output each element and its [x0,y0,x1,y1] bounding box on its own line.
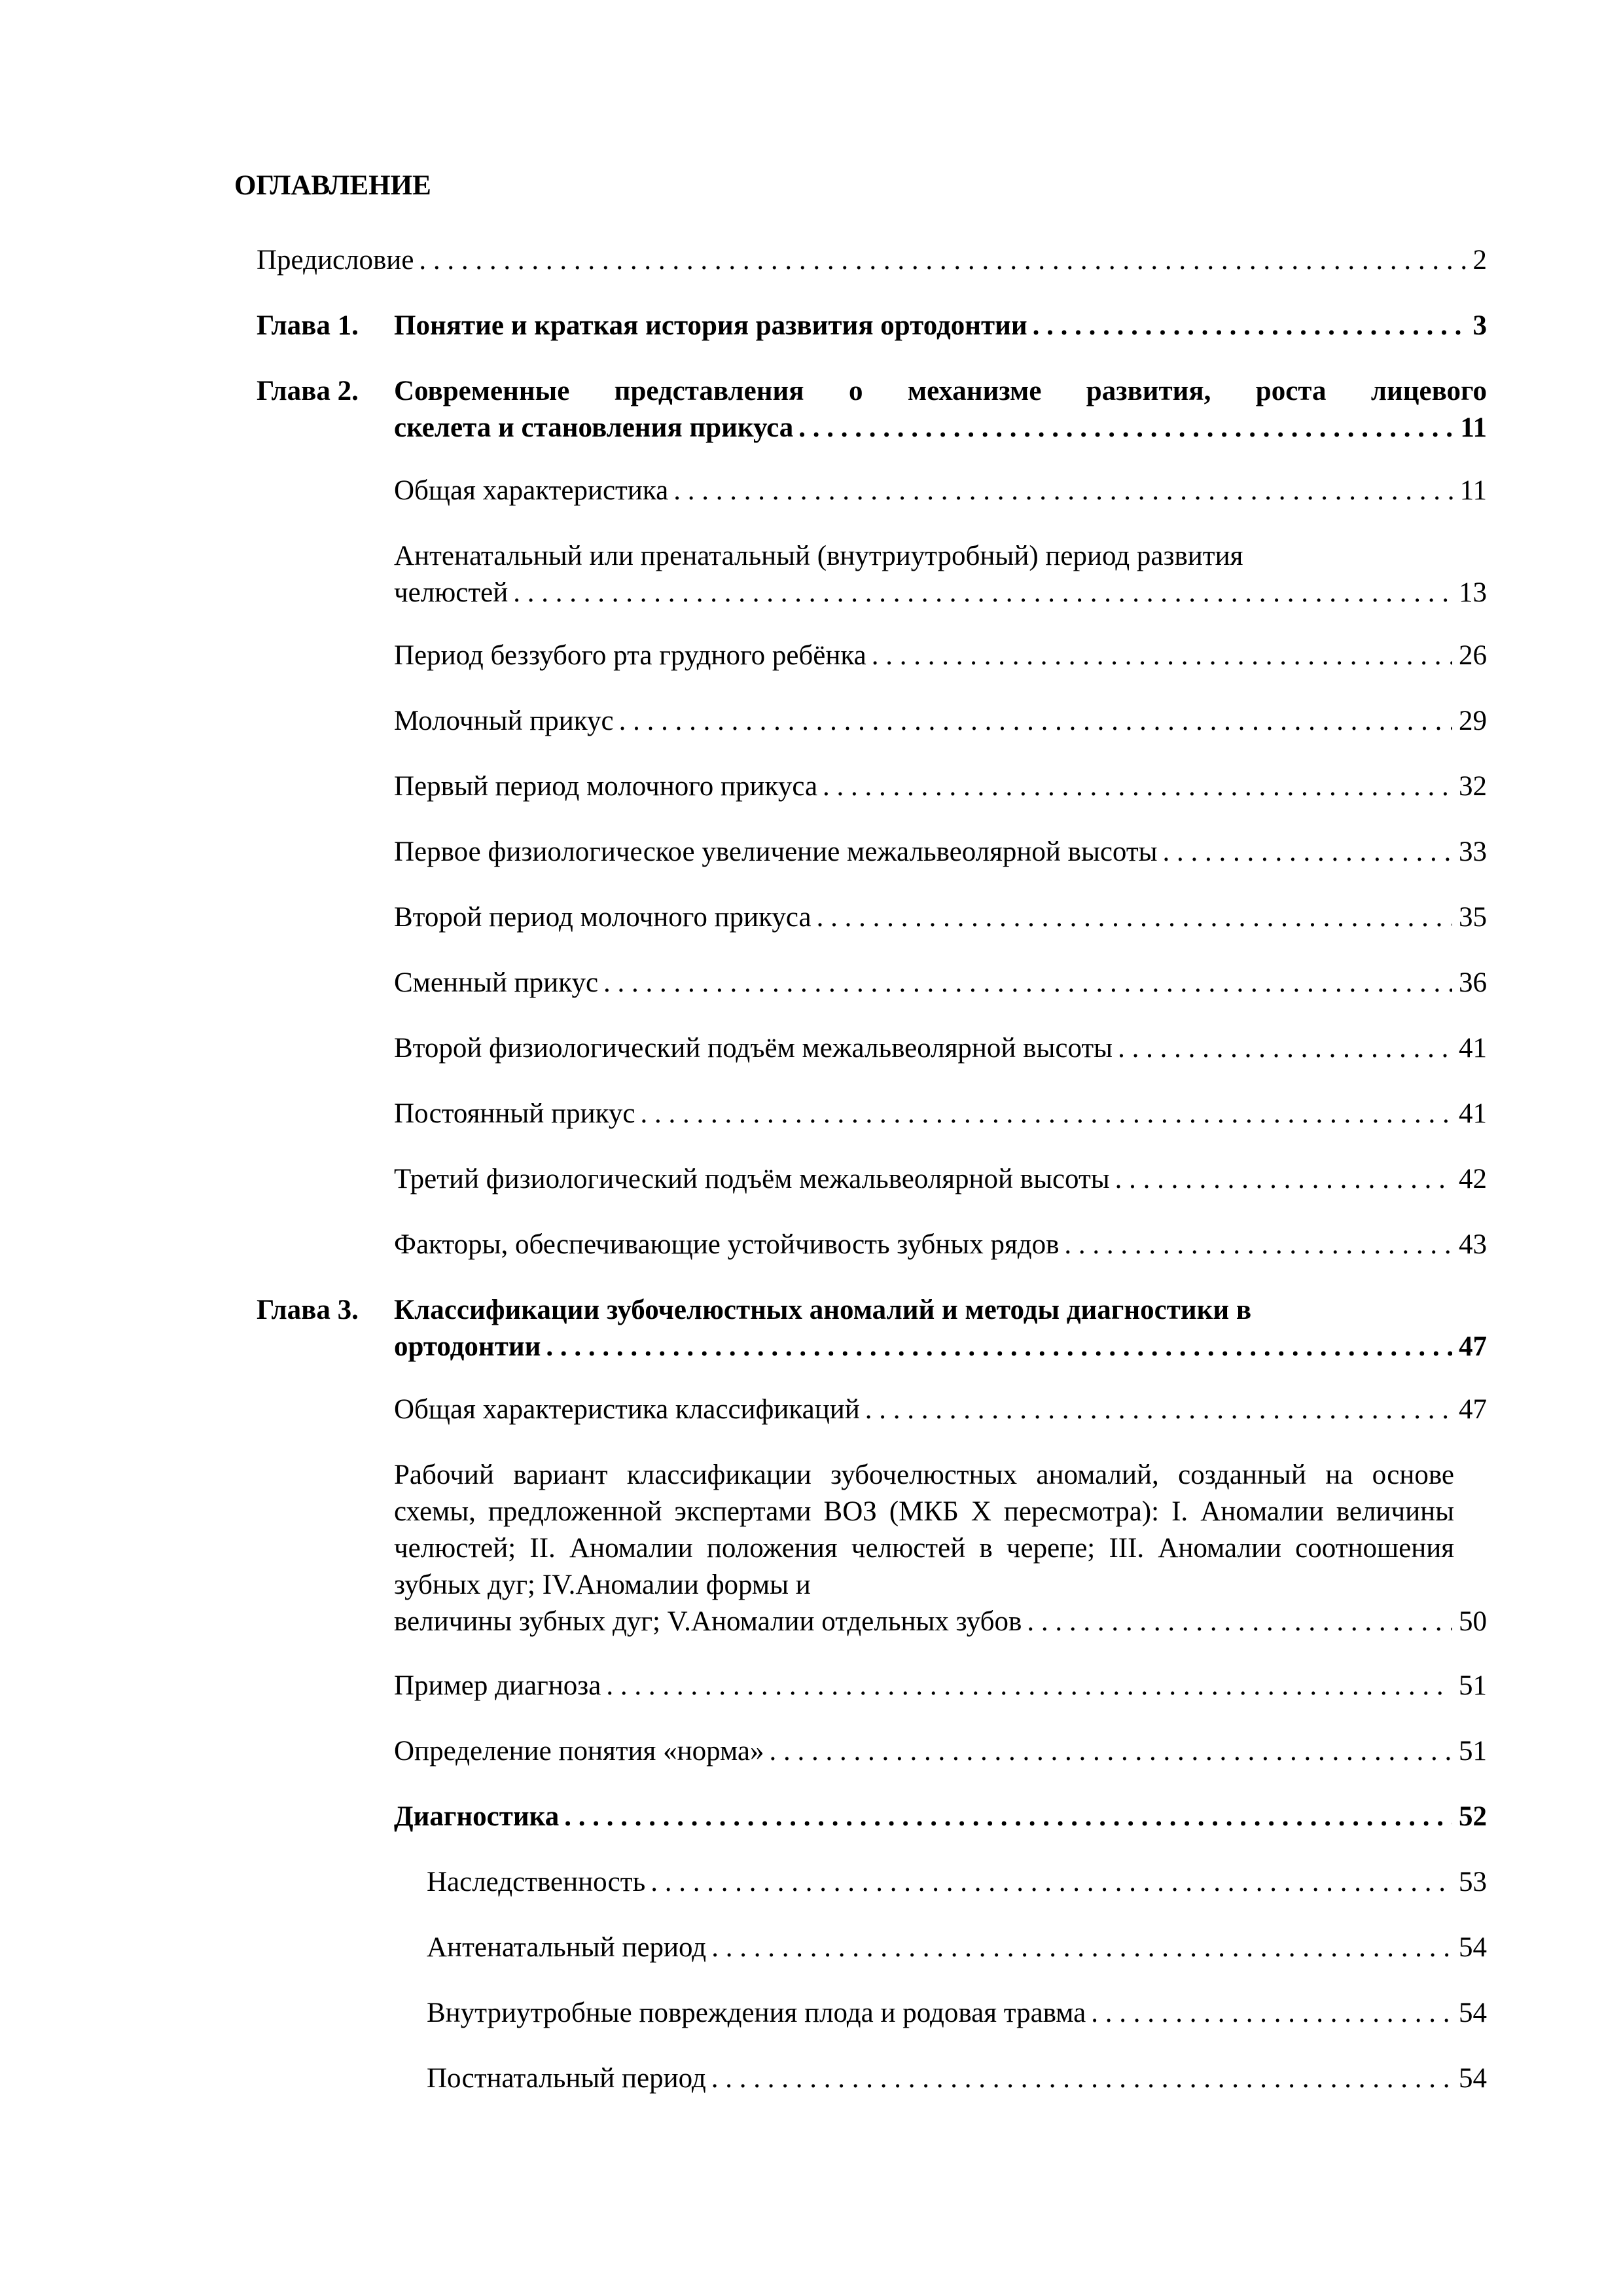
toc-entry-text: Диагностика [394,1801,560,1832]
toc-entry-text: Определение понятия «норма» [394,1736,764,1767]
toc-entry-line1[interactable]: Антенатальный или пренатальный (внутриутробный) период развития [394,541,1243,571]
toc-page-number: 50 [1459,1606,1487,1637]
leader-dots [1110,1161,1452,1198]
toc-entry[interactable] [427,2060,1487,2097]
toc-entry[interactable] [394,768,1487,805]
leader-dots [866,637,1452,674]
toc-entry[interactable] [394,965,1487,1001]
toc-entry[interactable] [394,1668,1487,1704]
toc-entry-text: Понятие и краткая история развития ортодонтии [394,310,1027,341]
toc-page-number: 47 [1459,1394,1487,1425]
leader-dots [764,1733,1452,1770]
toc-entry-line1[interactable]: Классификации зубочелюстных аномалий и методы диагностики в [394,1295,1252,1325]
toc-page-number: 54 [1459,1998,1487,2028]
leader-dots [1158,834,1452,870]
toc-entry-text: Постнатальный период [427,2063,706,2094]
toc-page-number: 54 [1459,1932,1487,1963]
leader-dots [817,768,1452,805]
toc-entry-text: Общая характеристика [394,475,669,506]
toc-entry[interactable] [394,1329,1487,1365]
leader-dots [598,965,1452,1001]
leader-dots [1059,1227,1452,1263]
toc-entry[interactable] [394,1391,1487,1428]
toc-entry[interactable] [394,1733,1487,1770]
leader-dots [541,1329,1452,1365]
toc-entry-text: Постоянный прикус [394,1098,635,1129]
toc-entry-text: ортодонтии [394,1331,541,1362]
leader-dots [812,899,1452,936]
toc-entry-text: Общая характеристика классификаций [394,1394,860,1425]
leader-dots [1113,1030,1452,1067]
toc-entry[interactable] [394,899,1487,936]
toc-page-number: 32 [1459,771,1487,802]
toc-chapter-label: Глава 1. [257,310,359,341]
toc-entry[interactable] [394,1096,1487,1132]
toc-page-number: 35 [1459,902,1487,933]
toc-page-number: 33 [1459,836,1487,867]
toc-entry[interactable] [394,1227,1487,1263]
toc-chapter-label: Глава 3. [257,1295,359,1325]
toc-page-number: 26 [1459,640,1487,671]
toc-entry-text: Период беззубого рта грудного ребёнка [394,640,866,671]
toc-page-number: 11 [1460,412,1487,443]
toc-page-number: 3 [1472,310,1487,341]
toc-page-number: 13 [1459,577,1487,608]
toc-entry-text: Сменный прикус [394,967,599,998]
toc-entry[interactable] [427,1995,1487,2032]
toc-page-number: 11 [1459,475,1487,506]
leader-dots [635,1096,1452,1132]
toc-entry-text: Второй физиологический подъём межальвеолярной высоты [394,1033,1113,1064]
toc-entry-text: Наследственность [427,1867,646,1897]
leader-dots [793,410,1454,446]
toc-page-number: 41 [1459,1033,1487,1064]
leader-dots [414,242,1466,279]
leader-dots [706,2060,1452,2097]
toc-entry-text: Предисловие [257,245,414,276]
toc-entry-text: Первое физиологическое увеличение межальвеолярной высоты [394,836,1158,867]
toc-entry[interactable] [394,1030,1487,1067]
toc-page-number: 54 [1459,2063,1487,2094]
toc-entry-text: челюстей [394,577,508,608]
leader-dots [860,1391,1452,1428]
toc-page-number: 42 [1459,1164,1487,1194]
toc-heading: ОГЛАВЛЕНИЕ [234,170,431,201]
toc-entry-text: Первый период молочного прикуса [394,771,818,802]
toc-entry[interactable] [394,473,1487,509]
toc-entry[interactable] [394,410,1487,446]
toc-entry-text: Внутриутробные повреждения плода и родовая травма [427,1998,1086,2028]
leader-dots [614,703,1452,740]
toc-entry[interactable] [394,703,1487,740]
toc-entry-text: Третий физиологический подъём межальвеолярной высоты [394,1164,1110,1194]
toc-page-number: 53 [1459,1867,1487,1897]
leader-dots [601,1668,1452,1704]
toc-page-number: 36 [1459,967,1487,998]
toc-chapter-label: Глава 2. [257,376,359,406]
leader-dots [1022,1604,1452,1640]
toc-entry-text: Антенатальный период [427,1932,707,1963]
toc-entry[interactable] [394,637,1487,674]
toc-entry[interactable] [394,1799,1487,1835]
toc-entry[interactable] [427,1864,1487,1901]
toc-entry-text: величины зубных дуг; V.Аномалии отдельных зубов [394,1606,1022,1637]
leader-dots [508,575,1452,611]
leader-dots [1027,308,1467,344]
toc-entry[interactable] [257,242,1487,279]
leader-dots [645,1864,1452,1901]
toc-entry-text: Молочный прикус [394,706,614,736]
toc-entry[interactable] [427,1929,1487,1966]
toc-entry[interactable] [394,308,1487,344]
toc-page-number: 41 [1459,1098,1487,1129]
toc-entry-text: Второй период молочного прикуса [394,902,812,933]
leader-dots [706,1929,1452,1966]
leader-dots [668,473,1453,509]
leader-dots [1086,1995,1452,2032]
toc-entry-text: скелета и становления прикуса [394,412,794,443]
toc-entry-line1[interactable]: Современные представления о механизме развития, роста лицевого [394,376,1487,406]
toc-page-number: 2 [1472,245,1487,276]
toc-entry[interactable] [394,575,1487,611]
toc-page-number: 29 [1459,706,1487,736]
toc-entry-paragraph[interactable]: Рабочий вариант классификации зубочелюстных аномалий, созданный на основе схемы, предложенной экспертами ВОЗ (МКБ X пересмотра): I. Аномалии величины челюстей; II. Аномалии положения челюстей в черепе; III. Аномалии соотношения зубных дуг; IV.Аномалии формы и [394,1460,1454,1600]
toc-entry[interactable] [394,1604,1487,1640]
toc-page-number: 51 [1459,1670,1487,1701]
toc-page-number: 52 [1459,1801,1487,1832]
toc-page-number: 43 [1459,1229,1487,1260]
toc-entry[interactable] [394,834,1487,870]
toc-page-number: 47 [1459,1331,1487,1362]
toc-entry[interactable] [394,1161,1487,1198]
leader-dots [559,1799,1452,1835]
toc-page-number: 51 [1459,1736,1487,1767]
toc-entry-text: Пример диагноза [394,1670,601,1701]
toc-entry-text: Факторы, обеспечивающие устойчивость зубных рядов [394,1229,1060,1260]
